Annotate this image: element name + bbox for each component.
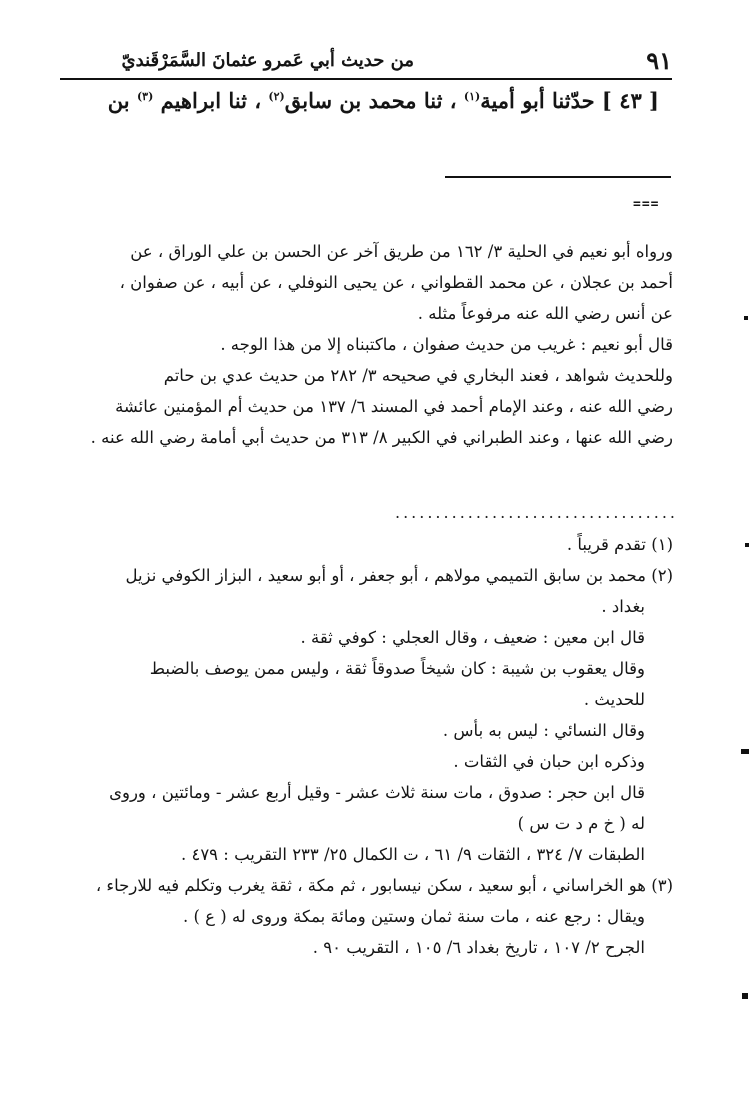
scan-speck: [742, 993, 748, 999]
footnote-line: بغداد .: [601, 597, 645, 616]
dotted-separator: ...................................: [395, 503, 678, 522]
continued-footnote-text: [81, 236, 673, 453]
footnote-line: للحديث .: [583, 690, 645, 709]
text-line: رضي الله عنه ، وعند الإمام أحمد في المسند ٦/ ١٣٧ من حديث أم المؤمنين عائشة: [115, 397, 673, 416]
footnote-line: الطبقات ٧/ ٣٢٤ ، الثقات ٩/ ٦١ ، ت الكمال ٢٥/ ٢٣٣ التقريب : ٤٧٩ .: [180, 845, 645, 864]
footnote-line: وقال يعقوب بن شيبة : كان شيخاً صدوقاً ثقة ، وليس ممن يوصف بالضبط: [149, 659, 645, 678]
text-line: عن أنس رضي الله عنه مرفوعاً مثله .: [417, 304, 673, 323]
footnote-ref-1: (١): [463, 90, 481, 103]
text-line: أحمد بن عجلان ، عن محمد القطواني ، عن يحيى النوفلي ، عن أبيه ، عن صفوان ،: [119, 273, 673, 292]
continuation-mark: ===: [633, 197, 660, 212]
footnote-line: قال ابن حجر : صدوق ، مات سنة ثلاث عشر - وقيل أربع عشر - ومائتين ، وروى: [109, 783, 645, 802]
header-rule: [60, 78, 672, 80]
footnote-line: وقال النسائي : ليس به بأس .: [442, 721, 645, 740]
footnote-1: (١) تقدم قريباً .: [566, 535, 673, 554]
entry-prefix: [ ٤٣ ] حدّثنا أبو أمية: [480, 88, 659, 113]
footnote-ref-2: (٢): [268, 90, 285, 103]
footnote-line: وذكره ابن حبان في الثقات .: [453, 752, 645, 771]
running-title: من حديث أبي عَمرو عثمانَ السَّمَرْقَنديّ: [121, 50, 414, 71]
scan-speck: [745, 543, 749, 547]
footnote-rule: [445, 176, 671, 178]
footnote-line: قال ابن معين : ضعيف ، وقال العجلي : كوفي ثقة .: [300, 628, 645, 647]
scan-speck: [741, 749, 749, 754]
entry-mid: ، ثنا محمد بن سابق: [284, 88, 464, 113]
footnote-line: له ( خ م د ت س ): [517, 814, 645, 833]
page-number: ٩١: [646, 46, 672, 75]
footnote-line: الجرح ٢/ ١٠٧ ، تاريخ بغداد ٦/ ١٠٥ ، التقريب ٩٠ .: [312, 938, 645, 957]
page-header: [60, 40, 672, 80]
footnote-3: (٣) هو الخراساني ، أبو سعيد ، سكن نيسابور ، ثم مكة ، ثقة يغرب وتكلم فيه للارجاء ،: [95, 876, 673, 895]
text-line: رضي الله عنها ، وعند الطبراني في الكبير ٨/ ٣١٣ من حديث أبي أمامة رضي الله عنه .: [90, 428, 673, 447]
footnote-ref-3: (٣): [136, 90, 154, 103]
entry-mid2: ، ثنا ابراهيم: [153, 88, 269, 113]
footnote-2: (٢) محمد بن سابق التميمي مولاهم ، أبو جعفر ، أو أبو سعيد ، البزاز الكوفي نزيل: [125, 566, 673, 585]
entry-suffix: بن: [107, 88, 137, 113]
scan-speck: [744, 316, 748, 320]
text-line: وللحديث شواهد ، فعند البخاري في صحيحه ٣/ ٢٨٢ من حديث عدي بن حاتم: [163, 366, 673, 385]
hadith-entry: [77, 88, 659, 113]
footnotes: [73, 529, 673, 963]
footnote-line: ويقال : رجع عنه ، مات سنة ثمان وستين ومائة بمكة وروى له ( ع ) .: [183, 907, 645, 926]
text-line: قال أبو نعيم : غريب من حديث صفوان ، ماكتبناه إلا من هذا الوجه .: [220, 335, 673, 354]
text-line: ورواه أبو نعيم في الحلية ٣/ ١٦٢ من طريق آخر عن الحسن بن علي الوراق ، عن: [130, 242, 673, 261]
